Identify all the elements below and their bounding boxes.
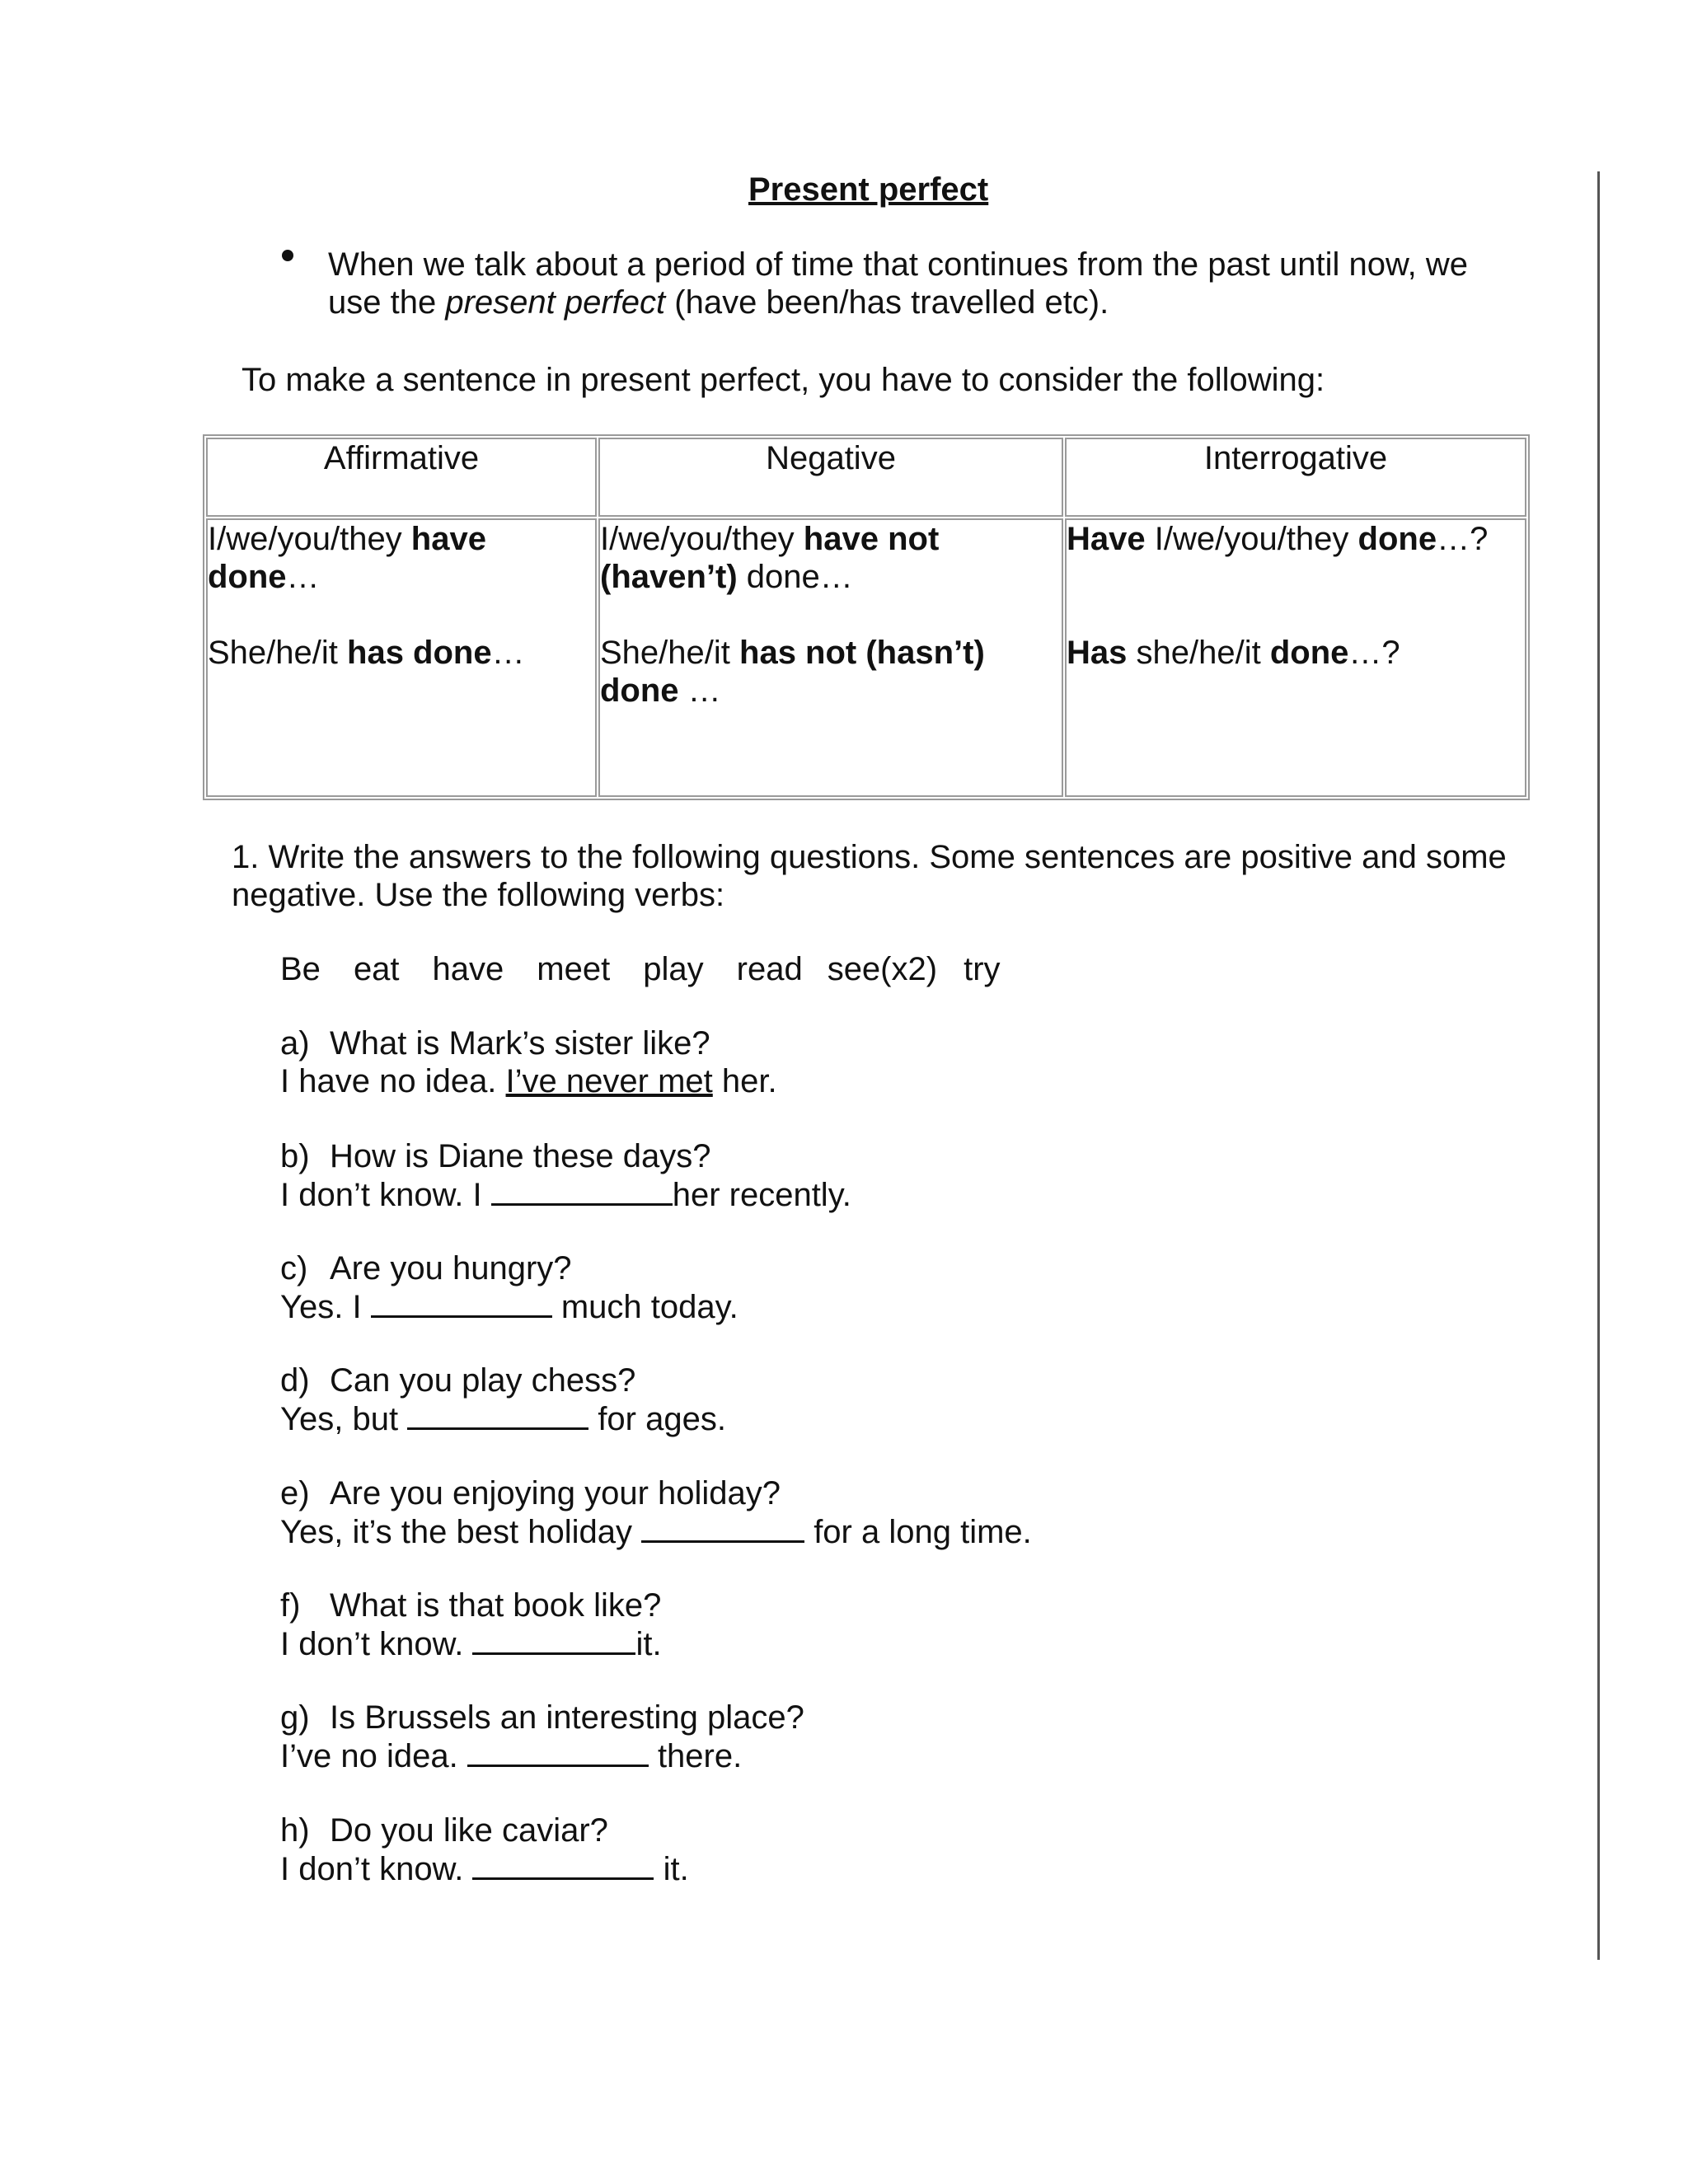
exercise-item-f: f) What is that book like? I don’t know. it. (280, 1587, 662, 1662)
cell-affirmative: I/we/you/they have done… She/he/it has done… (206, 518, 597, 797)
verb-item: meet (537, 951, 611, 987)
table-body-row (206, 518, 1526, 797)
answer-blank[interactable] (371, 1287, 552, 1318)
verb-item: try (964, 951, 1001, 987)
verb-item: see(x2) (827, 951, 938, 987)
bullet-line-2-pre: use the (328, 284, 446, 321)
exercise-line-1: 1. Write the answers to the following questions. Some sentences are positive and some (232, 839, 1507, 875)
exercise-item-g: g) Is Brussels an interesting place? I’ve no idea. there. (280, 1699, 804, 1774)
intro-text: To make a sentence in present perfect, you have to consider the following: (241, 362, 1325, 398)
example-answer: I’ve never met (505, 1063, 713, 1099)
exercise-item-b: b) How is Diane these days? I don’t know. I her recently. (280, 1138, 851, 1213)
answer-blank[interactable] (467, 1736, 649, 1767)
verb-item: Be (280, 951, 321, 987)
bullet-line-2-italic: present perfect (445, 284, 666, 321)
exercise-item-c: c) Are you hungry? Yes. I much today. (280, 1250, 738, 1325)
table-header-row (206, 438, 1526, 517)
conjugation-table (203, 434, 1530, 800)
bullet-line-2 (328, 284, 1468, 321)
page-margin-rule (1597, 171, 1600, 1960)
header-negative: Negative (598, 438, 1063, 517)
header-affirmative: Affirmative (206, 438, 597, 517)
bullet-line-2-post: (have been/has travelled etc). (665, 284, 1109, 321)
exercise-line-2: negative. Use the following verbs: (232, 877, 725, 913)
answer-blank[interactable] (641, 1512, 804, 1543)
header-interrogative: Interrogative (1065, 438, 1526, 517)
answer-blank[interactable] (407, 1399, 588, 1430)
verb-item: play (643, 951, 704, 987)
exercise-item-h: h) Do you like caviar? I don’t know. it. (280, 1812, 689, 1887)
cell-negative: I/we/you/they have not (haven’t) done… She/he/it has not (hasn’t) done … (598, 518, 1063, 797)
bullet-line-1: When we talk about a period of time that continues from the past until now, we (328, 246, 1468, 283)
verb-item: have (432, 951, 504, 987)
exercise-item-a: a) What is Mark’s sister like? I have no idea. I’ve never met her. (280, 1025, 777, 1099)
verb-item: read (736, 951, 803, 987)
exercise-item-e: e) Are you enjoying your holiday? Yes, it’s the best holiday for a long time. (280, 1475, 1032, 1550)
exercise-instructions (232, 838, 1507, 914)
cell-interrogative: Have I/we/you/they done…? Has she/he/it done…? (1065, 518, 1526, 797)
page-title: Present perfect (748, 171, 989, 208)
answer-blank[interactable] (491, 1175, 673, 1206)
bullet-icon (282, 250, 293, 261)
verb-item: eat (353, 951, 400, 987)
bullet-paragraph (328, 246, 1468, 321)
exercise-item-d: d) Can you play chess? Yes, but for ages. (280, 1362, 726, 1437)
answer-blank[interactable] (472, 1849, 654, 1880)
verb-list (280, 950, 1034, 988)
answer-blank[interactable] (472, 1624, 635, 1655)
